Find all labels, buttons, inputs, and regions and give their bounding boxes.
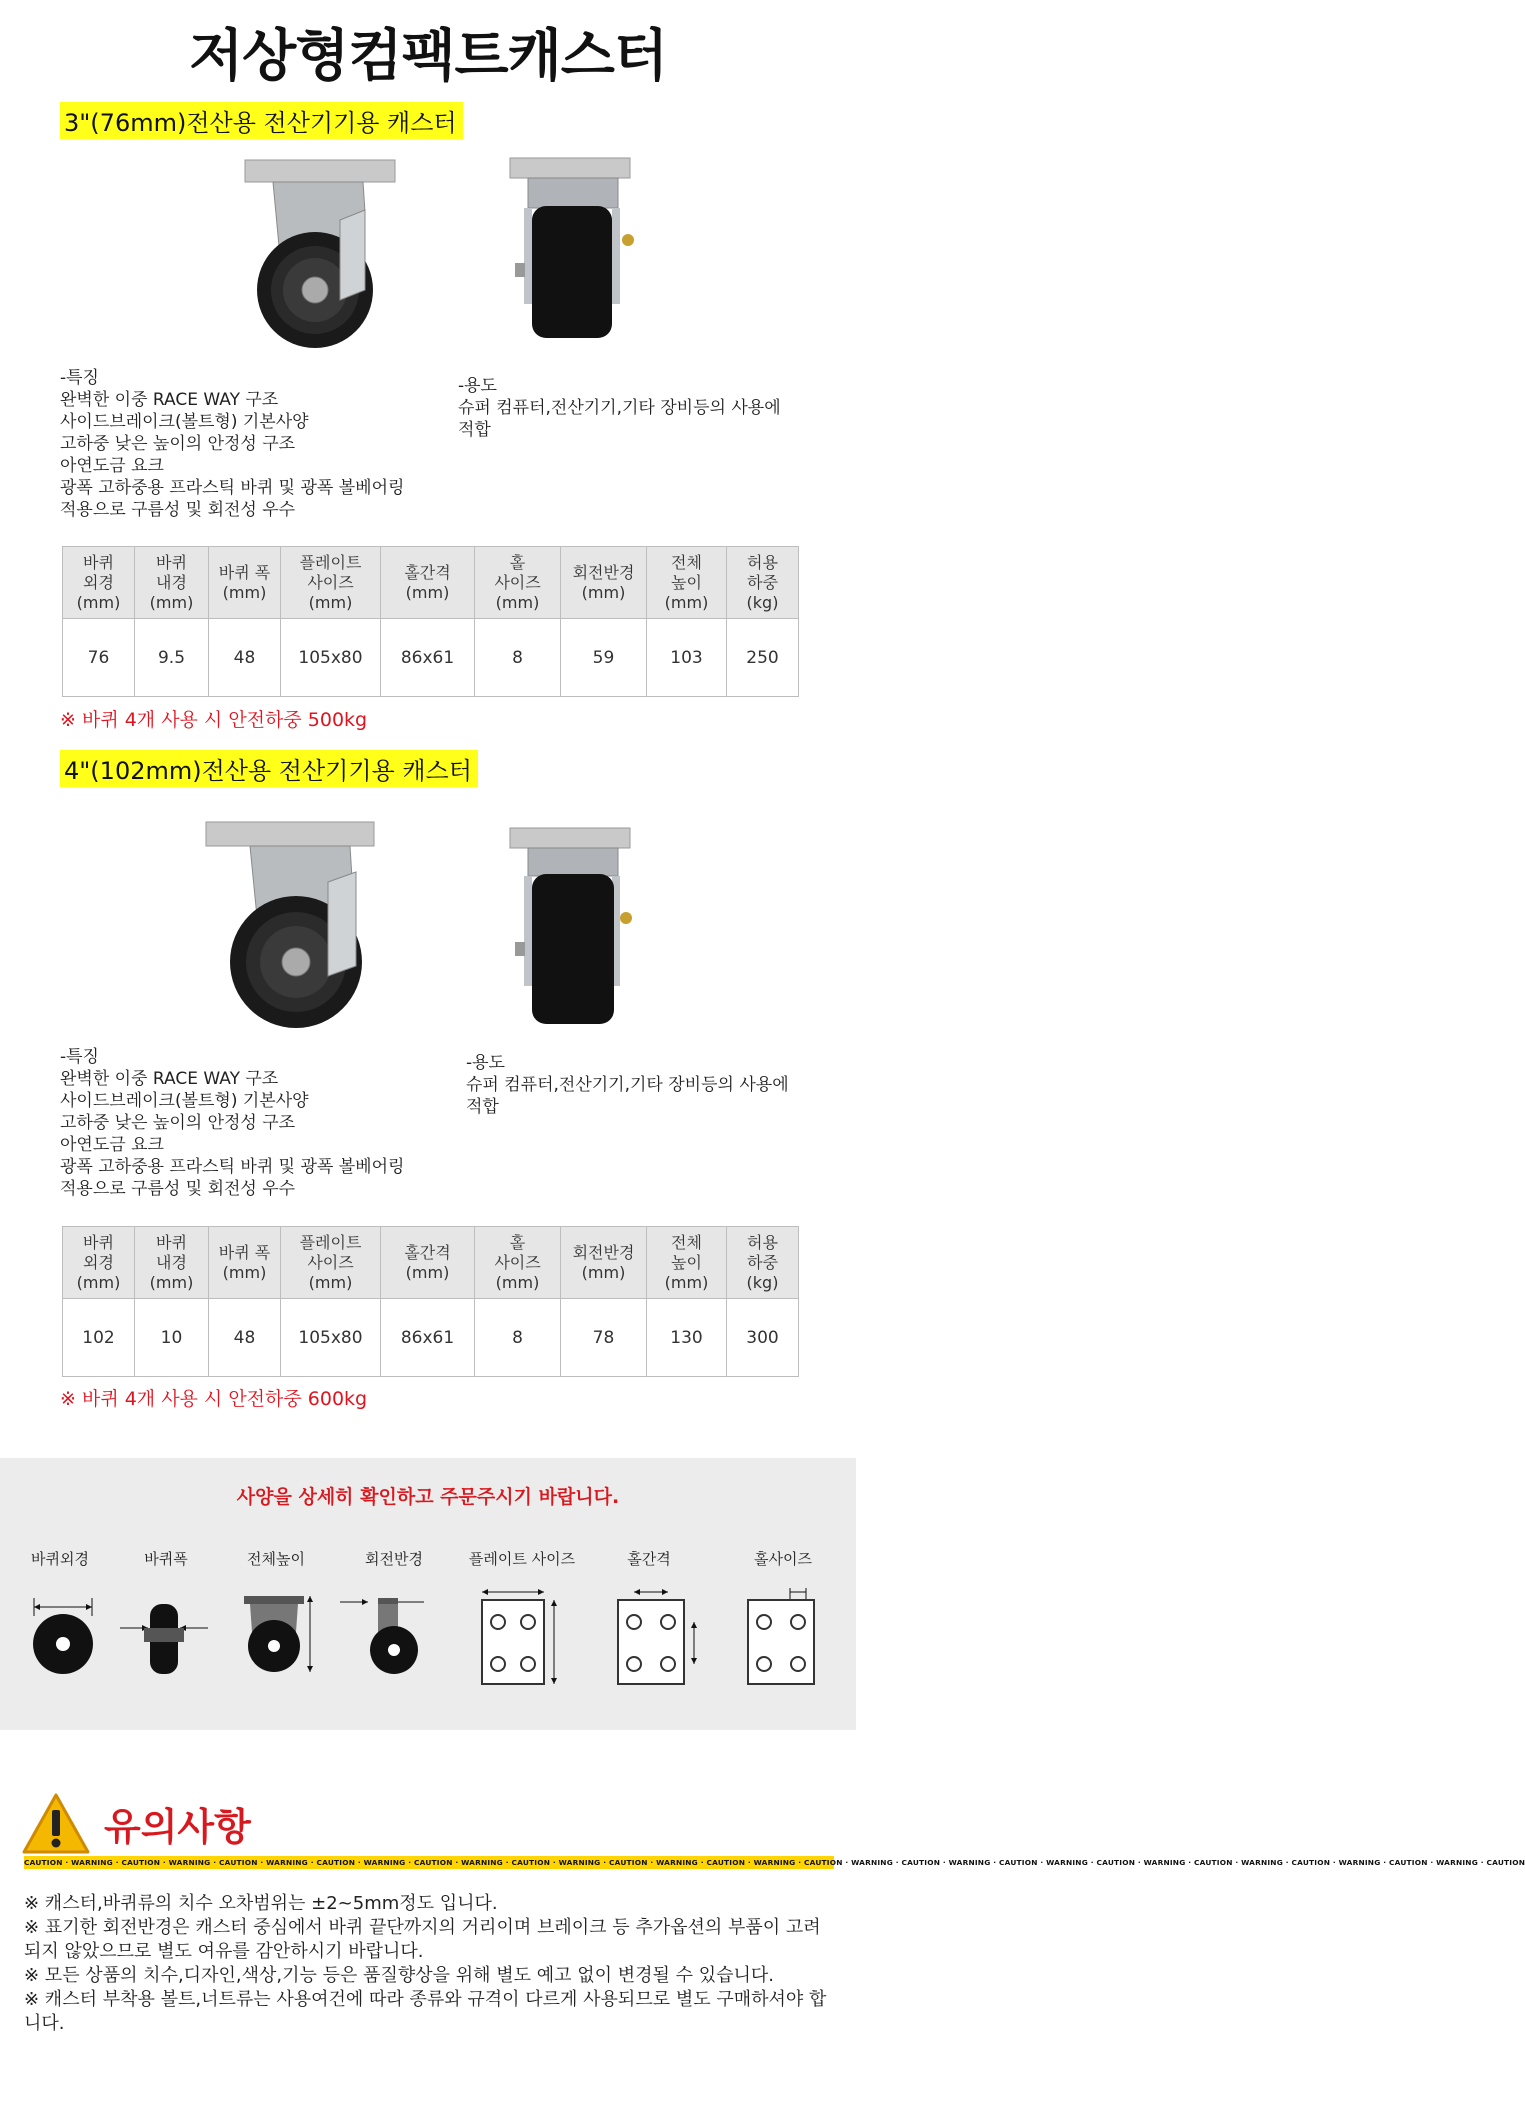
value-cell: 9.5 <box>135 619 209 697</box>
guide-title: 사양을 상세히 확인하고 주문주시기 바랍니다. <box>236 1486 620 1508</box>
safety-load-note: ※ 바퀴 4개 사용 시 안전하중 600kg <box>60 1388 368 1410</box>
value-cell: 130 <box>647 1299 727 1377</box>
value-cell: 59 <box>561 619 647 697</box>
header-cell: 홀 사이즈 (mm) <box>475 547 561 619</box>
value-cell: 250 <box>727 619 799 697</box>
value-cell: 10 <box>135 1299 209 1377</box>
value-cell: 102 <box>63 1299 135 1377</box>
table-row <box>63 1299 799 1377</box>
caster-photo-side <box>500 822 640 1034</box>
header-cell: 바퀴 외경 (mm) <box>63 1227 135 1299</box>
spec-table <box>62 546 799 697</box>
header-cell: 바퀴 폭 (mm) <box>209 547 281 619</box>
value-cell: 86x61 <box>381 1299 475 1377</box>
header-cell: 플레이트 사이즈 (mm) <box>281 1227 381 1299</box>
section-heading: 4"(102mm)전산용 전산기기용 캐스터 <box>60 750 478 787</box>
header-cell: 회전반경 (mm) <box>561 547 647 619</box>
caster-photo-side <box>500 148 640 348</box>
value-cell: 300 <box>727 1299 799 1377</box>
header-cell: 바퀴 외경 (mm) <box>63 547 135 619</box>
value-cell: 48 <box>209 1299 281 1377</box>
notice-item: ※ 표기한 회전반경은 캐스터 중심에서 바퀴 끝단까지의 거리이며 브레이크 등 추가옵션의 부품이 고려되지 않았으므로 별도 여유를 감안하시기 바랍니다. <box>24 1917 821 1962</box>
usage-text: -용도 슈퍼 컴퓨터,전산기기,기타 장비등의 사용에 적합 <box>458 376 781 440</box>
notice-item: ※ 모든 상품의 치수,디자인,색상,기능 등은 품질향상을 위해 별도 예고 없이 변경될 수 있습니다. <box>24 1965 774 1986</box>
header-cell: 바퀴 폭 (mm) <box>209 1227 281 1299</box>
header-cell: 허용 하중 (kg) <box>727 547 799 619</box>
value-cell: 8 <box>475 619 561 697</box>
features-list: -특징 완벽한 이중 RACE WAY 구조 사이드브레이크(볼트형) 기본사양 고하중 낮은 높이의 안정성 구조 아연도금 요크 광폭 고하중용 프라스틱 바퀴 및 광폭 볼베어링 적용으로 구름성 및 회전성 우수 <box>60 368 405 520</box>
value-cell: 105x80 <box>281 1299 381 1377</box>
guide-item-swivel-radius: 회전반경 <box>365 1550 423 1568</box>
header-cell: 허용 하중 (kg) <box>727 1227 799 1299</box>
caution-title: 유의사항 <box>104 1805 251 1849</box>
warning-tape: CAUTION · WARNING · CAUTION · WARNING · CAUTION · WARNING · CAUTION · WARNING · CAUTION · WARNING · CAUTION · WARNING · CAUTION · WARNING · CAUTION · WARNING · CAUTION · WARNING · CAUTION · WARNING · CAUTION · WARNING · CAUTION · WARNING · CAUTION · WARNING · CAUTION · WARNING · CAUTION · WARNING · CAUTION <box>24 1858 1525 1867</box>
notice-list <box>24 1892 836 2036</box>
wheel-width-icon <box>118 1588 210 1678</box>
guide-item-hole-size: 홀사이즈 <box>754 1550 812 1568</box>
features-list: -특징 완벽한 이중 RACE WAY 구조 사이드브레이크(볼트형) 기본사양 고하중 낮은 높이의 안정성 구조 아연도금 요크 광폭 고하중용 프라스틱 바퀴 및 광폭 볼베어링 적용으로 구름성 및 회전성 우수 <box>60 1047 405 1199</box>
plate-size-icon <box>472 1588 572 1688</box>
spec-guide-panel <box>0 1458 856 1730</box>
guide-item-wheel-diameter: 바퀴외경 <box>31 1550 89 1568</box>
guide-item-overall-height: 전체높이 <box>247 1550 305 1568</box>
swivel-radius-icon <box>338 1588 434 1684</box>
header-cell: 바퀴 내경 (mm) <box>135 1227 209 1299</box>
header-cell: 홀 사이즈 (mm) <box>475 1227 561 1299</box>
header-cell: 전체 높이 (mm) <box>647 1227 727 1299</box>
header-cell: 전체 높이 (mm) <box>647 547 727 619</box>
warning-triangle-icon <box>22 1792 92 1858</box>
value-cell: 78 <box>561 1299 647 1377</box>
header-cell: 바퀴 내경 (mm) <box>135 547 209 619</box>
header-cell: 회전반경 (mm) <box>561 1227 647 1299</box>
header-cell: 홀간격 (mm) <box>381 547 475 619</box>
value-cell: 103 <box>647 619 727 697</box>
safety-load-note: ※ 바퀴 4개 사용 시 안전하중 500kg <box>60 709 368 731</box>
hole-size-icon <box>744 1588 824 1688</box>
caster-photo-front <box>200 816 400 1028</box>
value-cell: 76 <box>63 619 135 697</box>
guide-item-hole-spacing: 홀간격 <box>627 1550 671 1568</box>
header-cell: 홀간격 (mm) <box>381 1227 475 1299</box>
value-cell: 105x80 <box>281 619 381 697</box>
notice-item: ※ 캐스터 부착용 볼트,너트류는 사용여건에 따라 종류와 규격이 다르게 사용되므로 별도 구매하셔야 합니다. <box>24 1989 827 2034</box>
section-heading: 3"(76mm)전산용 전산기기용 캐스터 <box>60 102 463 139</box>
header-cell: 플레이트 사이즈 (mm) <box>281 547 381 619</box>
notice-item: ※ 캐스터,바퀴류의 치수 오차범위는 ±2~5mm정도 입니다. <box>24 1893 498 1914</box>
value-cell: 86x61 <box>381 619 475 697</box>
spec-table <box>62 1226 799 1377</box>
table-header-row <box>63 547 799 619</box>
table-row <box>63 619 799 697</box>
caster-photo-front <box>215 150 400 350</box>
guide-item-wheel-width: 바퀴폭 <box>144 1550 188 1568</box>
overall-height-icon <box>240 1588 324 1684</box>
hole-spacing-icon <box>612 1588 706 1688</box>
value-cell: 8 <box>475 1299 561 1377</box>
wheel-diameter-icon <box>28 1588 98 1678</box>
value-cell: 48 <box>209 619 281 697</box>
usage-text: -용도 슈퍼 컴퓨터,전산기기,기타 장비등의 사용에 적합 <box>466 1053 789 1117</box>
table-header-row <box>63 1227 799 1299</box>
page-title: 저상형컴팩트캐스터 <box>189 24 667 89</box>
guide-item-plate-size: 플레이트 사이즈 <box>468 1550 576 1568</box>
